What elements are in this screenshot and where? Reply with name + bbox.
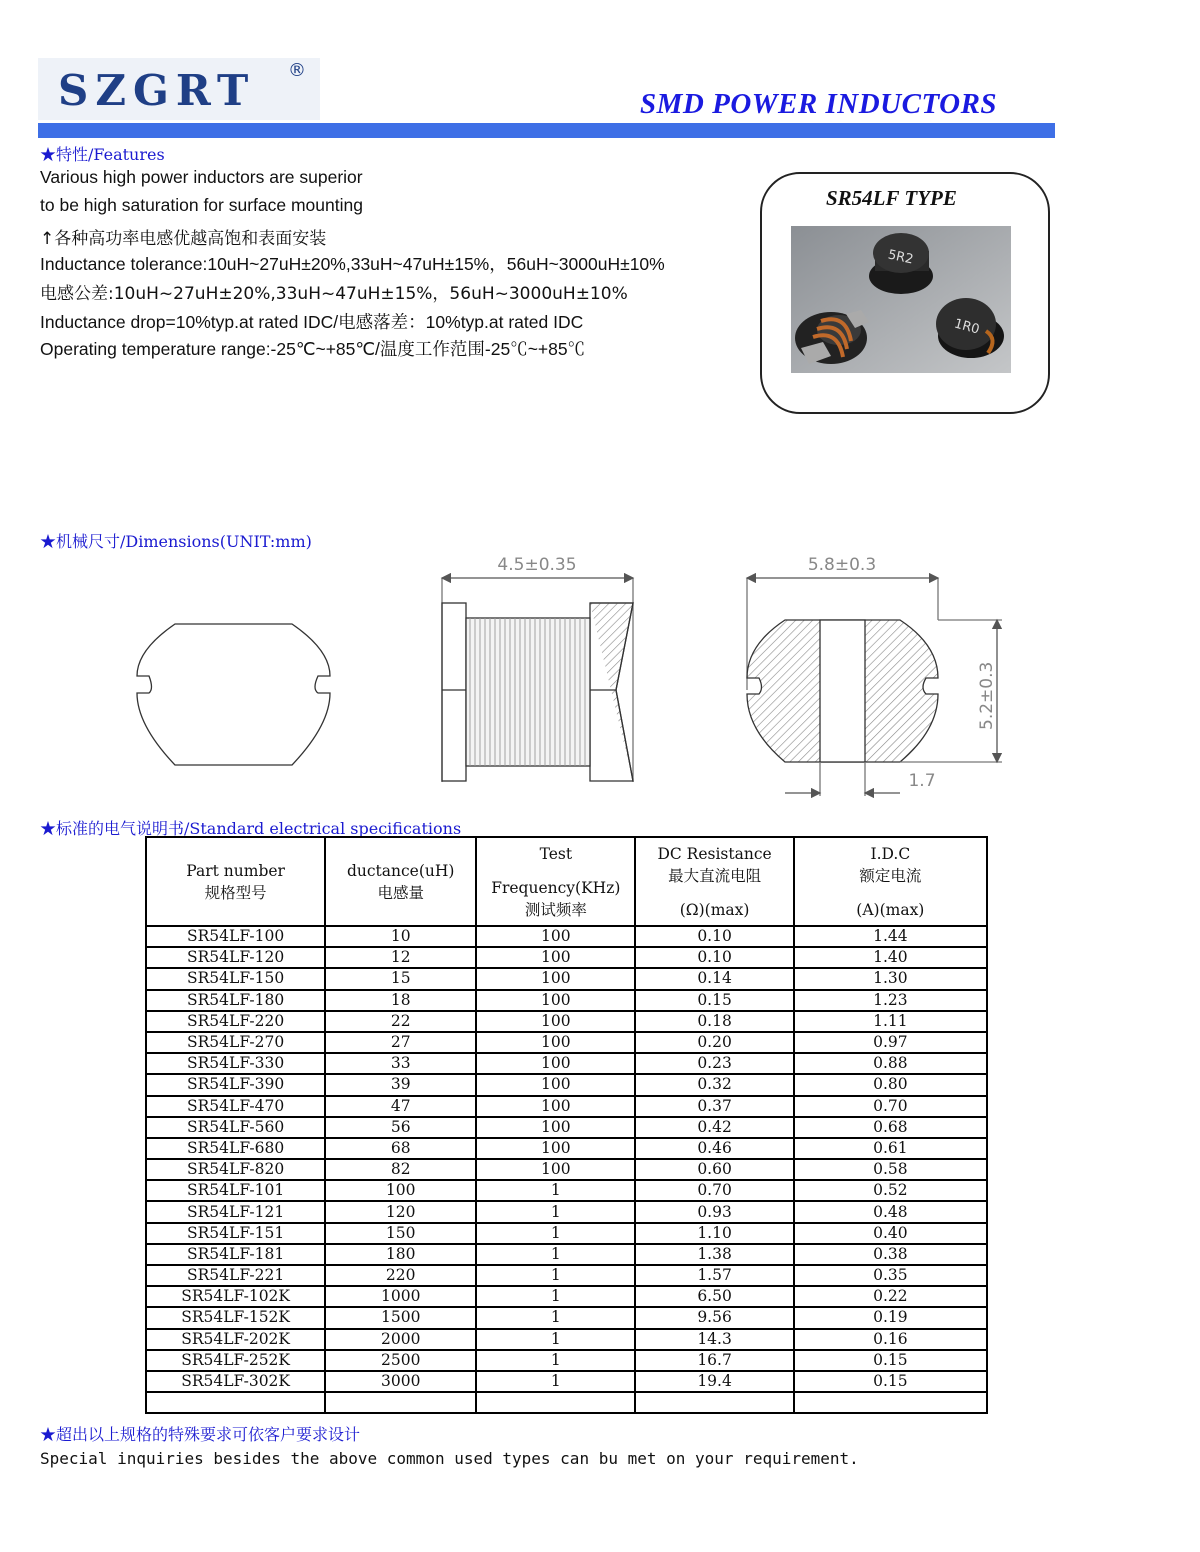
cell-test-frequency: 100 bbox=[476, 1159, 635, 1180]
cell-idc: 0.40 bbox=[794, 1223, 987, 1244]
cell-idc: 0.88 bbox=[794, 1053, 987, 1074]
table-row bbox=[146, 968, 987, 989]
header-dcr-unit: (Ω)(max) bbox=[679, 900, 750, 919]
cell-dc-resistance bbox=[635, 1392, 793, 1413]
cell-test-frequency: 100 bbox=[476, 1032, 635, 1053]
header-freq-test: Test bbox=[539, 844, 573, 863]
dimension-drawings bbox=[0, 550, 1200, 810]
header-dc-resistance bbox=[635, 837, 793, 926]
cell-part-number: SR54LF-680 bbox=[146, 1138, 325, 1159]
dim-height: 5.2±0.3 bbox=[977, 661, 997, 730]
product-photo bbox=[791, 226, 1011, 373]
cell-test-frequency: 100 bbox=[476, 926, 635, 947]
cell-dc-resistance: 0.14 bbox=[635, 968, 793, 989]
cell-inductance: 39 bbox=[325, 1074, 476, 1095]
special-inquiry-en: Special inquiries besides the above common used types can bu met on your requirement. bbox=[40, 1449, 859, 1468]
document-title: SMD POWER INDUCTORS bbox=[640, 88, 998, 120]
specs-heading: ★标准的电气说明书/Standard electrical specifications bbox=[40, 819, 462, 838]
cell-part-number: SR54LF-152K bbox=[146, 1307, 325, 1328]
cell-idc: 0.15 bbox=[794, 1371, 987, 1392]
table-row bbox=[146, 1053, 987, 1074]
spec-table bbox=[145, 836, 988, 1414]
top-view-outline bbox=[137, 624, 330, 765]
cell-dc-resistance: 1.10 bbox=[635, 1223, 793, 1244]
header-freq-cn: 测试频率 bbox=[524, 900, 587, 919]
dim-side-width: 4.5±0.35 bbox=[497, 555, 577, 575]
cell-inductance: 220 bbox=[325, 1265, 476, 1286]
cell-inductance: 56 bbox=[325, 1117, 476, 1138]
table-row bbox=[146, 990, 987, 1011]
cell-test-frequency: 1 bbox=[476, 1307, 635, 1328]
cell-idc: 0.68 bbox=[794, 1117, 987, 1138]
cell-part-number: SR54LF-302K bbox=[146, 1371, 325, 1392]
cell-dc-resistance: 0.10 bbox=[635, 926, 793, 947]
cell-idc: 0.19 bbox=[794, 1307, 987, 1328]
cell-dc-resistance: 0.70 bbox=[635, 1180, 793, 1201]
cell-inductance: 1000 bbox=[325, 1286, 476, 1307]
company-logo: SZGRT bbox=[58, 66, 256, 115]
cell-part-number: SR54LF-252K bbox=[146, 1350, 325, 1371]
cell-test-frequency: 100 bbox=[476, 1074, 635, 1095]
cell-inductance: 33 bbox=[325, 1053, 476, 1074]
cell-part-number: SR54LF-330 bbox=[146, 1053, 325, 1074]
cell-test-frequency bbox=[476, 1392, 635, 1413]
cell-test-frequency: 100 bbox=[476, 1117, 635, 1138]
title-divider-bar bbox=[38, 123, 1055, 138]
cell-inductance: 3000 bbox=[325, 1371, 476, 1392]
table-row bbox=[146, 1201, 987, 1222]
cell-dc-resistance: 6.50 bbox=[635, 1286, 793, 1307]
table-row bbox=[146, 1138, 987, 1159]
header-idc-unit: (A)(max) bbox=[856, 900, 925, 919]
table-row bbox=[146, 1117, 987, 1138]
header-idc-en: I.D.C bbox=[870, 844, 911, 863]
cell-idc: 1.23 bbox=[794, 990, 987, 1011]
table-row bbox=[146, 1350, 987, 1371]
table-row bbox=[146, 926, 987, 947]
cell-part-number: SR54LF-390 bbox=[146, 1074, 325, 1095]
cell-inductance: 120 bbox=[325, 1201, 476, 1222]
cell-dc-resistance: 0.20 bbox=[635, 1032, 793, 1053]
cell-test-frequency: 100 bbox=[476, 1138, 635, 1159]
cell-idc: 1.44 bbox=[794, 926, 987, 947]
feature-inductance-drop: Inductance drop=10%typ.at rated IDC/电感落差：10%typ.at rated IDC bbox=[40, 312, 584, 332]
cell-inductance: 1500 bbox=[325, 1307, 476, 1328]
header-part-en: Part number bbox=[186, 861, 285, 880]
header-part-number bbox=[146, 837, 325, 926]
feature-line-2: to be high saturation for surface mounting bbox=[40, 195, 363, 215]
cell-idc: 0.38 bbox=[794, 1244, 987, 1265]
cell-idc: 0.52 bbox=[794, 1180, 987, 1201]
cell-part-number: SR54LF-470 bbox=[146, 1096, 325, 1117]
spec-table-body bbox=[146, 926, 987, 1413]
table-row bbox=[146, 1286, 987, 1307]
cell-idc: 0.61 bbox=[794, 1138, 987, 1159]
cell-test-frequency: 100 bbox=[476, 968, 635, 989]
feature-operating-temp: Operating temperature range:-25℃~+85℃/温度工作范围-25℃~+85℃ bbox=[40, 339, 586, 359]
product-type-caption: SR54LF TYPE bbox=[826, 186, 957, 210]
header-inductance bbox=[325, 837, 476, 926]
cell-test-frequency: 1 bbox=[476, 1180, 635, 1201]
cell-idc: 0.16 bbox=[794, 1329, 987, 1350]
cell-inductance: 100 bbox=[325, 1180, 476, 1201]
table-row bbox=[146, 1180, 987, 1201]
cell-idc: 0.48 bbox=[794, 1201, 987, 1222]
cell-part-number: SR54LF-181 bbox=[146, 1244, 325, 1265]
cell-test-frequency: 100 bbox=[476, 1053, 635, 1074]
cell-inductance: 47 bbox=[325, 1096, 476, 1117]
header-part-cn: 规格型号 bbox=[204, 883, 267, 902]
cell-part-number: SR54LF-101 bbox=[146, 1180, 325, 1201]
cell-part-number: SR54LF-151 bbox=[146, 1223, 325, 1244]
cell-test-frequency: 1 bbox=[476, 1223, 635, 1244]
cell-dc-resistance: 0.46 bbox=[635, 1138, 793, 1159]
cell-idc: 0.58 bbox=[794, 1159, 987, 1180]
table-row bbox=[146, 1392, 987, 1413]
table-row bbox=[146, 1223, 987, 1244]
cell-inductance: 22 bbox=[325, 1011, 476, 1032]
cell-idc: 0.35 bbox=[794, 1265, 987, 1286]
cell-inductance bbox=[325, 1392, 476, 1413]
cell-idc bbox=[794, 1392, 987, 1413]
table-row bbox=[146, 947, 987, 968]
table-row bbox=[146, 1032, 987, 1053]
cell-test-frequency: 1 bbox=[476, 1350, 635, 1371]
cell-dc-resistance: 0.15 bbox=[635, 990, 793, 1011]
cell-dc-resistance: 0.23 bbox=[635, 1053, 793, 1074]
table-row bbox=[146, 1371, 987, 1392]
header-freq-en: Frequency(KHz) bbox=[491, 878, 621, 897]
cell-inductance: 15 bbox=[325, 968, 476, 989]
special-inquiry-cn: ★超出以上规格的特殊要求可依客户要求设计 bbox=[40, 1425, 361, 1444]
cell-dc-resistance: 0.37 bbox=[635, 1096, 793, 1117]
header-test-frequency bbox=[476, 837, 635, 926]
cell-dc-resistance: 0.18 bbox=[635, 1011, 793, 1032]
header-dcr-cn: 最大直流电阻 bbox=[668, 866, 762, 885]
bottom-view bbox=[747, 578, 1002, 796]
cell-idc: 0.22 bbox=[794, 1286, 987, 1307]
table-row bbox=[146, 1329, 987, 1350]
cell-inductance: 2500 bbox=[325, 1350, 476, 1371]
side-view bbox=[442, 578, 633, 782]
cell-part-number: SR54LF-100 bbox=[146, 926, 325, 947]
cell-test-frequency: 100 bbox=[476, 1096, 635, 1117]
features-heading: ★特性/Features bbox=[40, 145, 165, 164]
registered-mark: ® bbox=[288, 60, 306, 81]
cell-idc: 1.40 bbox=[794, 947, 987, 968]
cell-test-frequency: 100 bbox=[476, 947, 635, 968]
cell-inductance: 150 bbox=[325, 1223, 476, 1244]
dim-pad-width: 1.7 bbox=[908, 771, 936, 791]
table-row bbox=[146, 1265, 987, 1286]
cell-test-frequency: 1 bbox=[476, 1201, 635, 1222]
header-idc bbox=[794, 837, 987, 926]
cell-part-number: SR54LF-221 bbox=[146, 1265, 325, 1286]
feature-tolerance-en: Inductance tolerance:10uH~27uH±20%,33uH~47uH±15%，56uH~3000uH±10% bbox=[40, 254, 665, 274]
cell-dc-resistance: 0.60 bbox=[635, 1159, 793, 1180]
cell-test-frequency: 100 bbox=[476, 990, 635, 1011]
cell-part-number: SR54LF-180 bbox=[146, 990, 325, 1011]
dimensions-heading: ★机械尺寸/Dimensions(UNIT:mm) bbox=[40, 532, 312, 551]
spec-table-header bbox=[146, 837, 987, 926]
cell-part-number: SR54LF-820 bbox=[146, 1159, 325, 1180]
cell-idc: 1.11 bbox=[794, 1011, 987, 1032]
feature-line-3: ↑各种高功率电感优越高饱和表面安装 bbox=[40, 229, 327, 249]
cell-inductance: 27 bbox=[325, 1032, 476, 1053]
cell-dc-resistance: 9.56 bbox=[635, 1307, 793, 1328]
cell-part-number: SR54LF-102K bbox=[146, 1286, 325, 1307]
dim-bottom-width: 5.8±0.3 bbox=[807, 555, 877, 575]
cell-test-frequency: 1 bbox=[476, 1329, 635, 1350]
table-row bbox=[146, 1096, 987, 1117]
cell-inductance: 2000 bbox=[325, 1329, 476, 1350]
cell-test-frequency: 1 bbox=[476, 1265, 635, 1286]
header-idc-cn: 额定电流 bbox=[859, 866, 922, 885]
cell-idc: 0.97 bbox=[794, 1032, 987, 1053]
table-row bbox=[146, 1244, 987, 1265]
cell-part-number bbox=[146, 1392, 325, 1413]
cell-dc-resistance: 0.32 bbox=[635, 1074, 793, 1095]
cell-idc: 0.15 bbox=[794, 1350, 987, 1371]
table-row bbox=[146, 1011, 987, 1032]
cell-test-frequency: 1 bbox=[476, 1244, 635, 1265]
cell-test-frequency: 1 bbox=[476, 1371, 635, 1392]
table-row bbox=[146, 1307, 987, 1328]
feature-line-1: Various high power inductors are superior bbox=[40, 167, 363, 187]
cell-inductance: 10 bbox=[325, 926, 476, 947]
cell-dc-resistance: 1.57 bbox=[635, 1265, 793, 1286]
cell-part-number: SR54LF-220 bbox=[146, 1011, 325, 1032]
cell-part-number: SR54LF-270 bbox=[146, 1032, 325, 1053]
cell-dc-resistance: 16.7 bbox=[635, 1350, 793, 1371]
inductor-marking-1r0: 1R0 bbox=[952, 316, 982, 338]
cell-dc-resistance: 19.4 bbox=[635, 1371, 793, 1392]
cell-inductance: 12 bbox=[325, 947, 476, 968]
cell-inductance: 18 bbox=[325, 990, 476, 1011]
table-row bbox=[146, 1074, 987, 1095]
cell-idc: 0.70 bbox=[794, 1096, 987, 1117]
cell-dc-resistance: 0.93 bbox=[635, 1201, 793, 1222]
feature-tolerance-cn: 电感公差:10uH~27uH±20%,33uH~47uH±15%，56uH~3000uH±10% bbox=[40, 284, 628, 304]
cell-dc-resistance: 1.38 bbox=[635, 1244, 793, 1265]
cell-idc: 0.80 bbox=[794, 1074, 987, 1095]
cell-dc-resistance: 14.3 bbox=[635, 1329, 793, 1350]
cell-inductance: 180 bbox=[325, 1244, 476, 1265]
cell-dc-resistance: 0.42 bbox=[635, 1117, 793, 1138]
table-row bbox=[146, 1159, 987, 1180]
cell-dc-resistance: 0.10 bbox=[635, 947, 793, 968]
cell-inductance: 82 bbox=[325, 1159, 476, 1180]
header-ind-en: ductance(uH) bbox=[346, 861, 455, 880]
cell-inductance: 68 bbox=[325, 1138, 476, 1159]
inductor-marking-5r2: 5R2 bbox=[886, 247, 915, 268]
cell-idc: 1.30 bbox=[794, 968, 987, 989]
cell-part-number: SR54LF-202K bbox=[146, 1329, 325, 1350]
cell-part-number: SR54LF-150 bbox=[146, 968, 325, 989]
header-ind-cn: 电感量 bbox=[377, 883, 424, 902]
cell-part-number: SR54LF-121 bbox=[146, 1201, 325, 1222]
cell-part-number: SR54LF-120 bbox=[146, 947, 325, 968]
cell-test-frequency: 100 bbox=[476, 1011, 635, 1032]
header-dcr-en: DC Resistance bbox=[657, 844, 772, 863]
cell-test-frequency: 1 bbox=[476, 1286, 635, 1307]
cell-part-number: SR54LF-560 bbox=[146, 1117, 325, 1138]
